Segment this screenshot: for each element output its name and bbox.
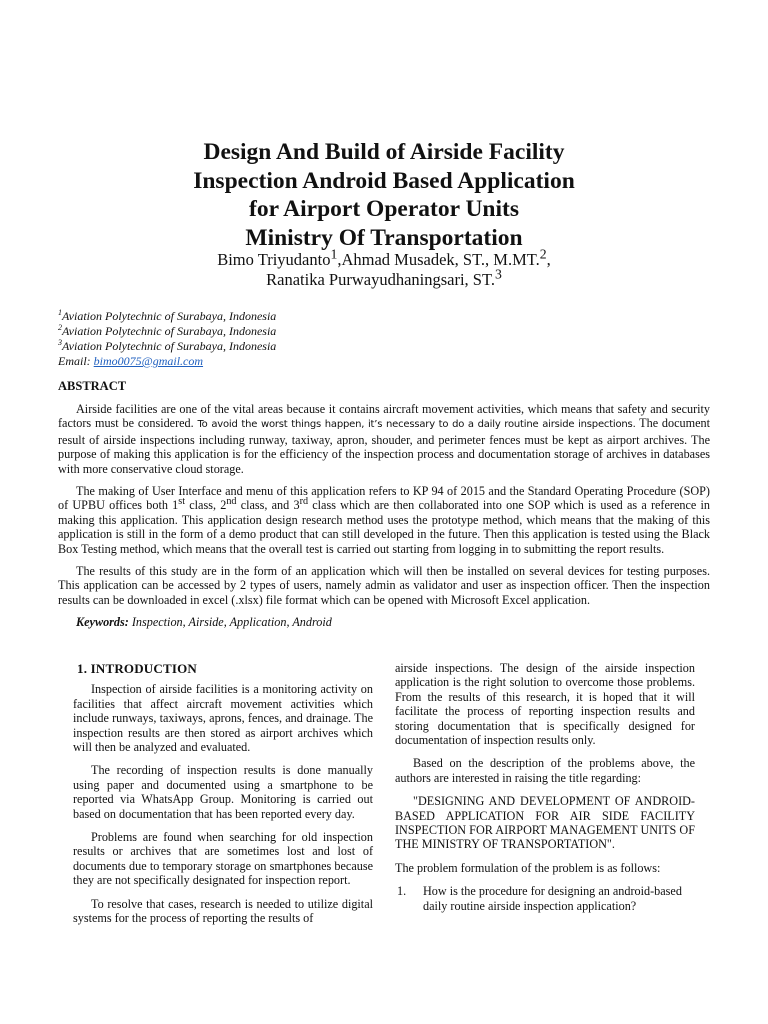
email-line <box>58 354 276 369</box>
keywords-label: Keywords: <box>76 615 129 630</box>
abstract-paragraph: The making of User Interface and menu of this application refers to KP 94 of 2015 and the Standard Operating Procedure (SOP) of UPBU offices both 1st class, 2nd class, and 3rd class which are then collaborated into one SOP which is used as a reference in making this application. This application design research method uses the prototype method, which means that the making of this application is still in the form of a demo product that can still developed in the future. Then this application is tested using the Black Box Testing method, which means that the overall test is carried out starting from logging in to submitting the report results. <box>58 484 710 556</box>
title-line: Ministry Of Transportation <box>245 224 523 251</box>
body-paragraph: Problems are found when searching for old inspection results or archives that are sometimes lost and lost of documents due to temporary storage on smartphones because they are not specifically designated for inspection report. <box>73 830 373 888</box>
keywords <box>58 615 710 629</box>
abstract-paragraph: The results of this study are in the form of an application which will then be installed on several devices for testing purposes. This application can be accessed by 2 types of users, namely admin as validator and user as inspection officer. Then the inspection results can be downloaded in excel (.xlsx) file format which can be opened with Microsoft Excel application. <box>58 564 710 607</box>
abstract-heading: ABSTRACT <box>58 379 127 393</box>
author-affiliation-mark: 3 <box>494 266 502 282</box>
title-line: Inspection Android Based Application <box>193 167 575 194</box>
author-name: Ranatika Purwayudhaningsari, ST. <box>266 270 495 289</box>
body-paragraph: To resolve that cases, research is needed to utilize digital systems for the process of reporting the results of <box>73 896 373 926</box>
body-paragraph: Inspection of airside facilities is a monitoring activity on facilities that affect aircraft movement activities which include runways, taxiways, aprons, fences, and drainage. The inspection results are then stored as airport archives which will then be analyzed and evaluated. <box>73 682 373 755</box>
keywords-text: Inspection, Airside, Application, Android <box>128 615 332 630</box>
body-column-right <box>395 661 695 913</box>
abstract-body <box>58 402 710 638</box>
author-line <box>60 246 708 270</box>
affiliation-line: $^1$Aviation Polytechnic of Surabaya, Indonesia <box>58 308 277 323</box>
handwritten-style-text: To avoid the worst things happen, it’s necessary to do a daily routine airside inspections. <box>193 419 636 431</box>
body-paragraph: airside inspections. The design of the airside inspection application is the right solution to overcome those problems. From the results of this research, it is hoped that it will facilitate the process of reporting inspection results and storing documentation that is specifically designed for documentation of inspection results only. <box>395 661 695 748</box>
affiliations <box>58 309 276 369</box>
body-paragraph: The problem formulation of the problem is as follows: <box>395 860 661 875</box>
author-line <box>60 266 708 290</box>
affiliation-line: $^3$Aviation Polytechnic of Surabaya, Indonesia <box>58 338 277 353</box>
body-column-left <box>73 662 373 935</box>
list-text: How is the procedure for designing an android-based daily routine airside inspection application? <box>423 884 682 913</box>
email-label: Email: <box>58 354 94 368</box>
email-link[interactable]: bimo0075@gmail.com <box>93 354 204 368</box>
affiliation-line: $^2$Aviation Polytechnic of Surabaya, Indonesia <box>58 323 277 338</box>
author-name: Bimo Triyudanto <box>217 250 331 269</box>
author-name: ,Ahmad Musadek, ST., M.MT. <box>337 250 540 269</box>
list-number: 1. <box>397 884 407 899</box>
author-separator: , <box>546 250 551 269</box>
body-paragraph: Based on the description of the problems above, the authors are interested in raising the title regarding: <box>395 756 695 785</box>
author-affiliation-mark: 1 <box>330 246 338 262</box>
title-line: Design And Build of Airside Facility <box>203 139 565 165</box>
author-affiliation-mark: 2 <box>539 246 547 262</box>
abstract-paragraph: Airside facilities are one of the vital areas because it contains aircraft movement activities, which means that safety and security factors must be considered. To avoid the worst things happen, it’s necessary to do a daily routine airside inspections. The document result of airside inspections including runway, taxiway, apron, shouder, and perimeter fences must be kept as airport archives. The purpose of making this application is for the efficiency of the inspection process and documentation storage of archives in databases with more conservative cloud storage. <box>58 402 710 476</box>
author-list <box>60 246 708 290</box>
list-item <box>395 884 695 913</box>
paper-title <box>60 138 708 252</box>
section-heading: 1. INTRODUCTION <box>77 661 198 676</box>
problem-list <box>395 884 695 913</box>
title-line: for Airport Operator Units <box>249 196 519 222</box>
body-paragraph: "DESIGNING AND DEVELOPMENT OF ANDROID-BASED APPLICATION FOR AIR SIDE FACILITY INSPECTION FOR AIRPORT MANAGEMENT UNITS OF THE MINISTRY OF TRANSPORTATION". <box>395 794 695 852</box>
body-paragraph: The recording of inspection results is done manually using paper and documented using a smartphone to be reported via WhatsApp Group. Monitoring is carried out based on documentation that has been reported every day. <box>73 763 373 821</box>
